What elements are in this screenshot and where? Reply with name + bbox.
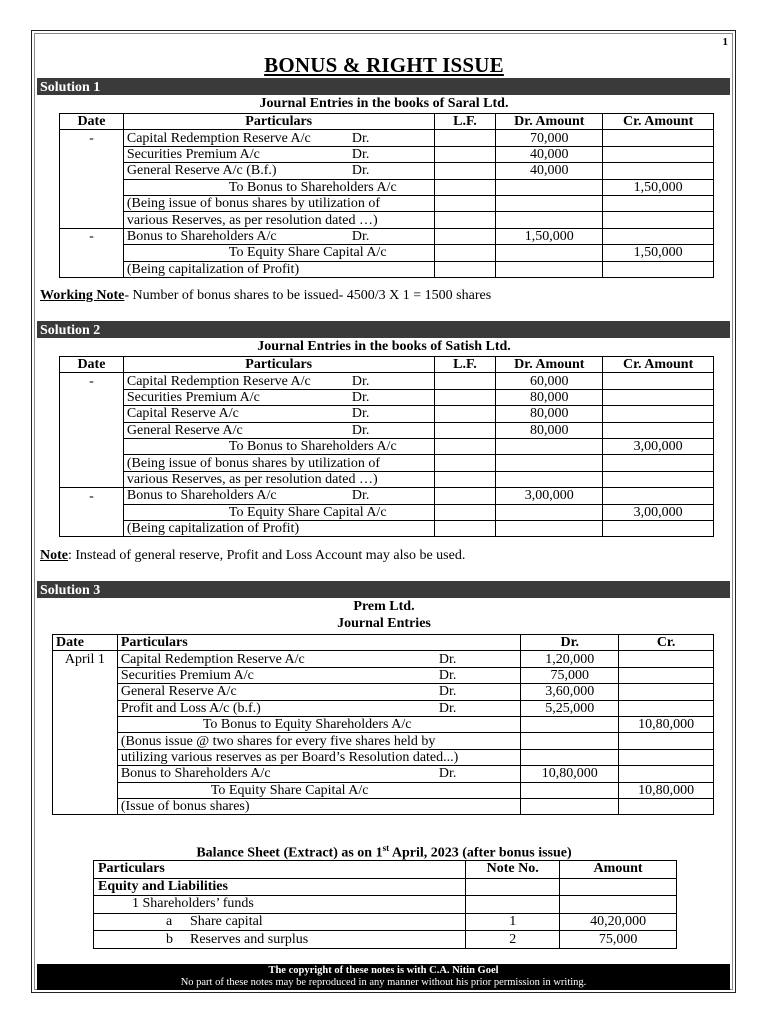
row-particulars bbox=[123, 212, 434, 228]
row-cr-amount bbox=[603, 455, 714, 471]
row-particulars bbox=[117, 766, 521, 782]
row-dr-amount bbox=[496, 195, 603, 211]
bs-row-amount: 40,20,000 bbox=[560, 913, 677, 931]
row-date: - bbox=[60, 488, 124, 504]
row-particulars-text: utilizing various reserves as per Board’s Resolution dated...) bbox=[120, 749, 459, 765]
row-dr-amount bbox=[496, 504, 603, 520]
row-particulars-text: Capital Reserve A/c bbox=[126, 406, 239, 422]
row-cr-amount bbox=[603, 261, 714, 277]
row-dr-amount: 10,80,000 bbox=[521, 766, 619, 782]
row-date bbox=[53, 733, 118, 749]
row-dr-amount: 70,000 bbox=[496, 130, 603, 146]
header-dr: Dr. bbox=[521, 635, 619, 651]
row-dr-label: Dr. bbox=[351, 163, 370, 179]
row-dr-amount bbox=[496, 438, 603, 454]
header-cr: Cr. bbox=[619, 635, 714, 651]
row-cr-amount bbox=[619, 700, 714, 716]
row-date bbox=[60, 455, 124, 471]
row-lf bbox=[434, 179, 496, 195]
page-title: BONUS & RIGHT ISSUE bbox=[264, 53, 504, 77]
solution-1-journal-table bbox=[59, 113, 714, 278]
header-dr-amount: Dr. Amount bbox=[496, 114, 603, 130]
row-dr-label: Dr. bbox=[438, 651, 457, 667]
row-cr-amount bbox=[603, 146, 714, 162]
row-particulars bbox=[123, 146, 434, 162]
row-date: - bbox=[60, 130, 124, 146]
row-particulars-text: To Bonus to Shareholders A/c bbox=[228, 439, 397, 455]
copyright-footer bbox=[37, 964, 730, 990]
solution-3-journal-table bbox=[52, 634, 714, 815]
header-date: Date bbox=[60, 357, 124, 373]
row-dr-amount bbox=[496, 179, 603, 195]
table-row bbox=[60, 455, 714, 471]
bs-row-note: 1 bbox=[466, 913, 560, 931]
row-date bbox=[60, 179, 124, 195]
bs-sub: 1 Shareholders’ funds bbox=[94, 896, 466, 914]
row-lf bbox=[434, 422, 496, 438]
row-lf bbox=[434, 471, 496, 487]
table-row bbox=[60, 130, 714, 146]
row-cr-amount: 1,50,000 bbox=[603, 179, 714, 195]
bs-row-label bbox=[94, 913, 466, 931]
row-lf bbox=[434, 212, 496, 228]
row-dr-amount bbox=[496, 520, 603, 536]
table-row bbox=[60, 146, 714, 162]
row-date bbox=[60, 520, 124, 536]
row-cr-amount: 10,80,000 bbox=[619, 782, 714, 798]
page-number: 1 bbox=[722, 36, 728, 48]
table-header-row bbox=[60, 114, 714, 130]
table-row bbox=[94, 913, 677, 931]
row-particulars bbox=[123, 471, 434, 487]
row-date: - bbox=[60, 228, 124, 244]
row-lf bbox=[434, 245, 496, 261]
row-date bbox=[60, 163, 124, 179]
row-dr-amount: 80,000 bbox=[496, 389, 603, 405]
row-cr-amount bbox=[619, 733, 714, 749]
row-dr-amount: 1,20,000 bbox=[521, 651, 619, 667]
row-particulars bbox=[123, 373, 434, 389]
header-cr-amount: Cr. Amount bbox=[603, 114, 714, 130]
bs-row-letter: a bbox=[166, 914, 173, 930]
row-dr-amount: 40,000 bbox=[496, 146, 603, 162]
row-cr-amount bbox=[603, 163, 714, 179]
row-dr-amount bbox=[521, 733, 619, 749]
row-dr-amount bbox=[521, 749, 619, 765]
bs-row-note: 2 bbox=[466, 931, 560, 949]
row-dr-amount: 40,000 bbox=[496, 163, 603, 179]
header-particulars: Particulars bbox=[117, 635, 521, 651]
solution-3-heading-bar bbox=[37, 581, 730, 598]
bs-section: Equity and Liabilities bbox=[94, 878, 466, 896]
row-lf bbox=[434, 520, 496, 536]
row-dr-label: Dr. bbox=[351, 146, 370, 162]
solution-2-heading: Solution 2 bbox=[40, 323, 101, 338]
row-dr-label: Dr. bbox=[438, 684, 457, 700]
table-row bbox=[53, 651, 714, 667]
row-cr-amount: 10,80,000 bbox=[619, 716, 714, 732]
working-note-text: - Number of bonus shares to be issued- 4500/3 X 1 = 1500 shares bbox=[124, 288, 492, 303]
table-row bbox=[60, 212, 714, 228]
header-cr-amount: Cr. Amount bbox=[603, 357, 714, 373]
row-dr-amount: 1,50,000 bbox=[496, 228, 603, 244]
row-particulars bbox=[123, 261, 434, 277]
row-particulars-text: Capital Redemption Reserve A/c bbox=[126, 130, 311, 146]
row-particulars-text: Capital Redemption Reserve A/c bbox=[126, 373, 311, 389]
table-row bbox=[60, 261, 714, 277]
bs-header-amount: Amount bbox=[560, 861, 677, 879]
table-row bbox=[53, 798, 714, 814]
row-cr-amount bbox=[603, 389, 714, 405]
row-lf bbox=[434, 228, 496, 244]
row-dr-amount bbox=[496, 245, 603, 261]
row-particulars bbox=[123, 130, 434, 146]
header-date: Date bbox=[53, 635, 118, 651]
bs-header-note: Note No. bbox=[466, 861, 560, 879]
row-dr-amount bbox=[496, 471, 603, 487]
row-lf bbox=[434, 261, 496, 277]
row-lf bbox=[434, 488, 496, 504]
solution-1-heading-bar bbox=[37, 78, 730, 95]
row-dr-label: Dr. bbox=[351, 406, 370, 422]
table-row bbox=[53, 782, 714, 798]
row-date: April 1 bbox=[53, 651, 118, 667]
working-note-label: Working Note bbox=[40, 288, 125, 303]
row-particulars-text: Bonus to Shareholders A/c bbox=[120, 766, 271, 782]
row-dr-amount bbox=[521, 782, 619, 798]
header-particulars: Particulars bbox=[123, 114, 434, 130]
table-row bbox=[94, 878, 677, 896]
row-date bbox=[53, 716, 118, 732]
row-cr-amount bbox=[603, 406, 714, 422]
row-lf bbox=[434, 163, 496, 179]
row-particulars-text: Capital Redemption Reserve A/c bbox=[120, 651, 305, 667]
row-lf bbox=[434, 373, 496, 389]
row-dr-amount: 80,000 bbox=[496, 422, 603, 438]
row-cr-amount bbox=[603, 212, 714, 228]
row-dr-amount bbox=[496, 212, 603, 228]
row-cr-amount: 3,00,000 bbox=[603, 504, 714, 520]
table-row bbox=[53, 700, 714, 716]
row-cr-amount bbox=[619, 749, 714, 765]
bs-row-text: Reserves and surplus bbox=[190, 931, 309, 947]
header-particulars: Particulars bbox=[123, 357, 434, 373]
row-particulars bbox=[123, 406, 434, 422]
row-particulars-text: To Bonus to Equity Shareholders A/c bbox=[202, 717, 412, 733]
note-text: : Instead of general reserve, Profit and Loss Account may also be used. bbox=[68, 548, 466, 563]
row-cr-amount bbox=[603, 520, 714, 536]
row-particulars-text: Securities Premium A/c bbox=[126, 389, 260, 405]
balance-sheet-caption bbox=[0, 843, 768, 862]
row-particulars bbox=[117, 782, 521, 798]
row-particulars bbox=[117, 716, 521, 732]
row-date bbox=[53, 798, 118, 814]
balance-sheet-caption-pre: Balance Sheet (Extract) as on 1 bbox=[196, 845, 383, 861]
row-lf bbox=[434, 389, 496, 405]
row-date bbox=[60, 146, 124, 162]
balance-sheet-caption-sup: st bbox=[382, 843, 390, 853]
row-date bbox=[60, 195, 124, 211]
row-particulars bbox=[123, 438, 434, 454]
row-lf bbox=[434, 130, 496, 146]
row-particulars-text: (Being capitalization of Profit) bbox=[126, 261, 300, 277]
solution-2-note bbox=[40, 548, 465, 564]
row-date bbox=[60, 245, 124, 261]
solution-3-heading: Solution 3 bbox=[40, 583, 101, 598]
header-lf: L.F. bbox=[434, 357, 496, 373]
table-row bbox=[60, 438, 714, 454]
row-particulars bbox=[117, 749, 521, 765]
header-lf: L.F. bbox=[434, 114, 496, 130]
row-dr-amount: 80,000 bbox=[496, 406, 603, 422]
row-dr-amount: 75,000 bbox=[521, 667, 619, 683]
row-date bbox=[53, 684, 118, 700]
row-particulars bbox=[123, 455, 434, 471]
row-dr-amount: 3,60,000 bbox=[521, 684, 619, 700]
footer-line-1: The copyright of these notes is with C.A. Nitin Goel bbox=[268, 965, 499, 976]
table-row bbox=[60, 488, 714, 504]
row-particulars-text: General Reserve A/c bbox=[126, 422, 243, 438]
row-particulars-text: Profit and Loss A/c (b.f.) bbox=[120, 700, 261, 716]
row-particulars bbox=[123, 228, 434, 244]
solution-1-caption: Journal Entries in the books of Saral Ltd. bbox=[259, 96, 509, 111]
row-particulars-text: Bonus to Shareholders A/c bbox=[126, 488, 277, 504]
row-particulars-text: To Equity Share Capital A/c bbox=[228, 245, 387, 261]
row-cr-amount bbox=[603, 373, 714, 389]
row-date bbox=[53, 766, 118, 782]
row-particulars-text: To Equity Share Capital A/c bbox=[210, 782, 369, 798]
table-header-row bbox=[60, 357, 714, 373]
row-cr-amount bbox=[619, 651, 714, 667]
row-date bbox=[53, 782, 118, 798]
row-dr-label: Dr. bbox=[438, 700, 457, 716]
row-particulars bbox=[123, 504, 434, 520]
row-particulars bbox=[117, 667, 521, 683]
row-particulars-text: General Reserve A/c bbox=[120, 684, 237, 700]
row-particulars-text: Securities Premium A/c bbox=[126, 146, 260, 162]
row-particulars-text: (Being capitalization of Profit) bbox=[126, 521, 300, 537]
row-cr-amount bbox=[603, 130, 714, 146]
bs-row-amount: 75,000 bbox=[560, 931, 677, 949]
row-particulars-text: To Bonus to Shareholders A/c bbox=[228, 179, 397, 195]
row-lf bbox=[434, 455, 496, 471]
row-particulars-text: (Being issue of bonus shares by utilization of bbox=[126, 455, 381, 471]
row-cr-amount bbox=[619, 667, 714, 683]
note-label: Note bbox=[40, 548, 68, 563]
row-cr-amount bbox=[619, 766, 714, 782]
row-date bbox=[60, 422, 124, 438]
row-particulars bbox=[123, 488, 434, 504]
row-particulars bbox=[123, 422, 434, 438]
row-cr-amount bbox=[603, 471, 714, 487]
solution-2-caption: Journal Entries in the books of Satish Ltd. bbox=[257, 339, 511, 354]
table-row bbox=[60, 195, 714, 211]
solution-1-working-note bbox=[40, 288, 491, 304]
bs-header-particulars: Particulars bbox=[94, 861, 466, 879]
solution-3-caption-company: Prem Ltd. bbox=[353, 599, 415, 614]
row-date bbox=[60, 261, 124, 277]
row-date bbox=[53, 667, 118, 683]
row-cr-amount bbox=[619, 798, 714, 814]
row-dr-amount: 3,00,000 bbox=[496, 488, 603, 504]
table-row bbox=[60, 163, 714, 179]
row-dr-label: Dr. bbox=[351, 130, 370, 146]
row-lf bbox=[434, 504, 496, 520]
row-particulars bbox=[123, 163, 434, 179]
row-date bbox=[53, 749, 118, 765]
header-dr-amount: Dr. Amount bbox=[496, 357, 603, 373]
row-lf bbox=[434, 406, 496, 422]
row-particulars-text: (Bonus issue @ two shares for every five shares held by bbox=[120, 733, 436, 749]
row-particulars bbox=[123, 389, 434, 405]
table-row bbox=[60, 245, 714, 261]
row-particulars bbox=[123, 179, 434, 195]
row-dr-label: Dr. bbox=[438, 667, 457, 683]
row-cr-amount bbox=[603, 422, 714, 438]
row-lf bbox=[434, 438, 496, 454]
row-date bbox=[60, 406, 124, 422]
row-date bbox=[53, 700, 118, 716]
row-particulars bbox=[117, 684, 521, 700]
solution-3-caption-title: Journal Entries bbox=[337, 616, 431, 631]
table-row bbox=[94, 931, 677, 949]
row-dr-label: Dr. bbox=[351, 422, 370, 438]
solution-2-heading-bar bbox=[37, 321, 730, 338]
table-row bbox=[53, 749, 714, 765]
footer-line-2: No part of these notes may be reproduced in any manner without his prior permission in writing. bbox=[180, 977, 587, 988]
row-cr-amount: 3,00,000 bbox=[603, 438, 714, 454]
row-date bbox=[60, 438, 124, 454]
row-particulars bbox=[117, 798, 521, 814]
row-date bbox=[60, 389, 124, 405]
row-particulars-text: (Issue of bonus shares) bbox=[120, 799, 250, 815]
row-particulars-text: (Being issue of bonus shares by utilization of bbox=[126, 196, 381, 212]
table-row bbox=[60, 228, 714, 244]
row-particulars-text: Bonus to Shareholders A/c bbox=[126, 228, 277, 244]
row-dr-amount: 60,000 bbox=[496, 373, 603, 389]
row-cr-amount bbox=[619, 684, 714, 700]
row-particulars-text: Securities Premium A/c bbox=[120, 667, 254, 683]
row-dr-label: Dr. bbox=[351, 389, 370, 405]
bs-row-letter: b bbox=[166, 931, 173, 947]
solution-2-journal-table bbox=[59, 356, 714, 537]
row-cr-amount: 1,50,000 bbox=[603, 245, 714, 261]
table-row bbox=[60, 373, 714, 389]
row-lf bbox=[434, 195, 496, 211]
table-row bbox=[94, 896, 677, 914]
row-particulars bbox=[123, 520, 434, 536]
table-row bbox=[53, 667, 714, 683]
row-date bbox=[60, 212, 124, 228]
bs-row-text: Share capital bbox=[190, 914, 263, 930]
row-dr-amount: 5,25,000 bbox=[521, 700, 619, 716]
row-dr-label: Dr. bbox=[351, 373, 370, 389]
row-cr-amount bbox=[603, 195, 714, 211]
bs-row-label bbox=[94, 931, 466, 949]
header-date: Date bbox=[60, 114, 124, 130]
table-header-row bbox=[94, 861, 677, 879]
table-row bbox=[60, 406, 714, 422]
row-dr-label: Dr. bbox=[351, 488, 370, 504]
table-row bbox=[60, 520, 714, 536]
row-particulars-text: various Reserves, as per resolution dated …) bbox=[126, 212, 378, 228]
row-dr-amount bbox=[521, 798, 619, 814]
row-particulars bbox=[123, 245, 434, 261]
row-cr-amount bbox=[603, 228, 714, 244]
row-lf bbox=[434, 146, 496, 162]
table-row bbox=[53, 733, 714, 749]
table-row bbox=[53, 684, 714, 700]
row-dr-amount bbox=[496, 261, 603, 277]
row-particulars bbox=[117, 700, 521, 716]
row-cr-amount bbox=[603, 488, 714, 504]
solution-1-heading: Solution 1 bbox=[40, 80, 101, 95]
row-particulars-text: To Equity Share Capital A/c bbox=[228, 504, 387, 520]
row-particulars bbox=[123, 195, 434, 211]
table-row bbox=[60, 471, 714, 487]
balance-sheet-table bbox=[93, 860, 677, 949]
row-date bbox=[60, 471, 124, 487]
row-dr-label: Dr. bbox=[438, 766, 457, 782]
row-particulars-text: various Reserves, as per resolution dated …) bbox=[126, 471, 378, 487]
row-date: - bbox=[60, 373, 124, 389]
table-row bbox=[60, 422, 714, 438]
table-row bbox=[60, 389, 714, 405]
row-particulars bbox=[117, 651, 521, 667]
table-row bbox=[53, 766, 714, 782]
row-date bbox=[60, 504, 124, 520]
row-dr-amount bbox=[496, 455, 603, 471]
row-dr-amount bbox=[521, 716, 619, 732]
row-particulars-text: General Reserve A/c (B.f.) bbox=[126, 163, 277, 179]
balance-sheet-caption-post: April, 2023 (after bonus issue) bbox=[389, 845, 572, 861]
table-row bbox=[53, 716, 714, 732]
row-dr-label: Dr. bbox=[351, 228, 370, 244]
table-header-row bbox=[53, 635, 714, 651]
row-particulars bbox=[117, 733, 521, 749]
table-row bbox=[60, 504, 714, 520]
table-row bbox=[60, 179, 714, 195]
